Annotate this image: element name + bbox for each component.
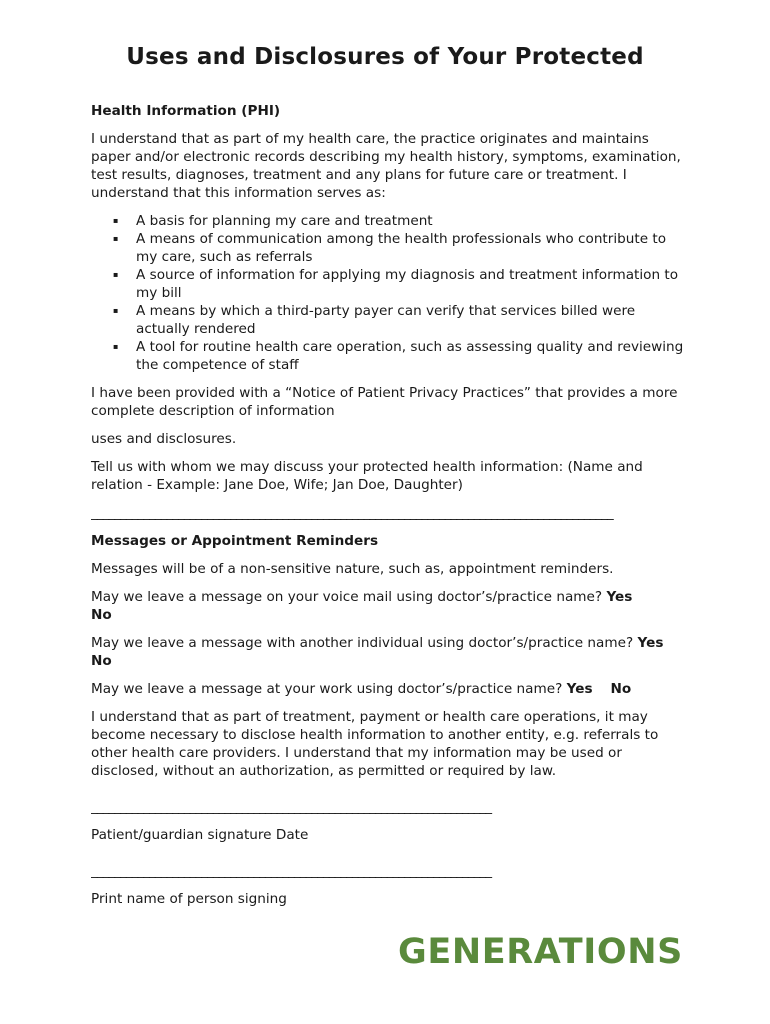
signature-line[interactable]: _____________________________________________________________________ (91, 799, 491, 815)
bullet-icon: ▪ (113, 342, 119, 351)
work-question: May we leave a message at your work using doctor’s/practice name? Yes No (91, 681, 632, 697)
print-name-line[interactable]: _____________________________________________________________________ (91, 863, 491, 879)
bullet-icon: ▪ (113, 234, 119, 243)
discuss-answer-line[interactable]: __________________________________________________________________________________________ (91, 505, 613, 521)
work-no-option[interactable]: No (610, 681, 632, 697)
messages-note: Messages will be of a non-sensitive nature, such as, appointment reminders. (91, 561, 614, 577)
bullet-icon: ▪ (113, 306, 119, 315)
notice-paragraph: I have been provided with a “Notice of Patient Privacy Practices” that provides a more complete description of information (91, 385, 678, 419)
phi-purpose-list (91, 212, 691, 374)
bullet-icon: ▪ (113, 216, 119, 225)
list-item: ▪ A tool for routine health care operation, such as assessing quality and reviewing the competence of staff (113, 339, 684, 373)
list-item: ▪ A means of communication among the health professionals who contribute to my care, such as referrals (113, 231, 667, 265)
list-item: ▪ A source of information for applying my diagnosis and treatment information to my bill (113, 267, 679, 301)
work-yes-option[interactable]: Yes (566, 681, 593, 697)
discuss-prompt: Tell us with whom we may discuss your protected health information: (Name and relation - Example: Jane Doe, Wife; Jan Doe, Daughter) (91, 459, 643, 493)
voicemail-yes-option[interactable]: Yes (606, 589, 633, 605)
consent-paragraph: I understand that as part of treatment, payment or health care operations, it may become necessary to disclose health information to another entity, e.g. referrals to other health care providers. I understand that my information may be used or disclosed, without an authorization, as permitted or required by law. (91, 709, 659, 779)
individual-no-option[interactable]: No (91, 653, 112, 669)
page-title: Uses and Disclosures of Your Protected (126, 44, 644, 70)
list-item: ▪ A basis for planning my care and treatment (113, 213, 433, 229)
phi-heading: Health Information (PHI) (91, 103, 281, 119)
bullet-icon: ▪ (113, 270, 119, 279)
individual-question: May we leave a message with another individual using doctor’s/practice name? Yes No (91, 635, 664, 669)
voicemail-question: May we leave a message on your voice mail using doctor’s/practice name? Yes No (91, 589, 633, 623)
generations-logo: GENERATIONS (398, 932, 683, 972)
list-item: ▪ A means by which a third-party payer can verify that services billed were actually rendered (113, 303, 636, 337)
intro-paragraph: I understand that as part of my health care, the practice originates and maintains paper and/or electronic records describing my health history, symptoms, examination, test results, diagnoses, treatment and any plans for future care or treatment. I understand that this information serves as: (91, 131, 681, 201)
print-name-label: Print name of person signing (91, 891, 287, 907)
voicemail-no-option[interactable]: No (91, 607, 112, 623)
uses-paragraph: uses and disclosures. (91, 431, 237, 447)
signature-label: Patient/guardian signature Date (91, 827, 309, 843)
document-body (91, 102, 691, 918)
messages-heading: Messages or Appointment Reminders (91, 533, 379, 549)
individual-yes-option[interactable]: Yes (637, 635, 664, 651)
